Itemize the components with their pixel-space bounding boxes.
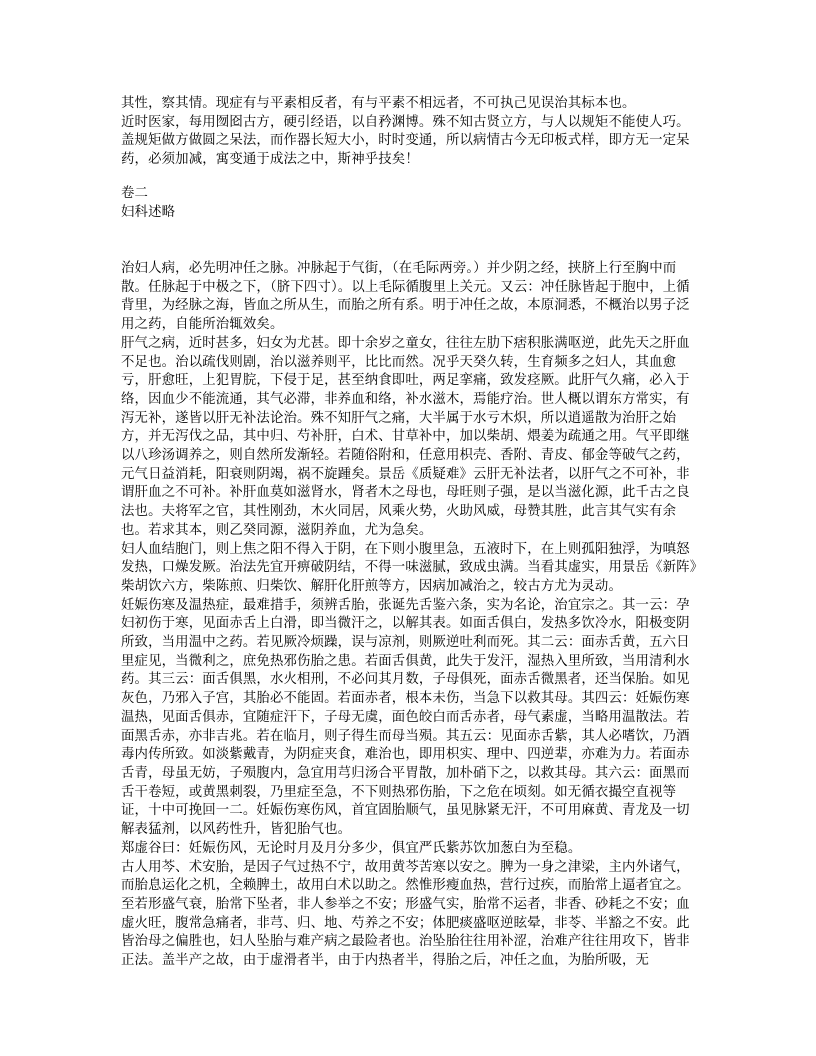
body-paragraph: 肝气之病，近时甚多，妇女为尤甚。即十余岁之童女，往往左肋下痞积胀满呕逆，此先天之肝血不足也。治以疏伐则剧，治以滋养则平，比比而然。况乎天癸久转，生育频多之妇人，其血愈亏，肝愈旺，上犯胃脘，下侵于足，甚至纳食即吐，两足挛痛，致发痉厥。此肝气久痛，必入于络，因血少不能流通，其气必滞，非养血和络，补水滋木，焉能疗治。世人概以谓东方常实，有泻无补，遂皆以肝无补法论治。殊不知肝气之痛，大半属于水亏木炽，所以逍遥散为治肝之始方，并无泻伐之品，其中归、芍补肝，白术、甘草补中，加以柴胡、煨姜为疏通之用。气平即继以八珍汤调养之，则自然所发渐轻。若随俗附和，任意用枳壳、香附、青皮、郁金等破气之药，元气日益消耗，阳衰则阴竭，祸不旋踵矣。景岳《质疑难》云肝无补法者，以肝气之不可补，非谓肝血之不可补。补肝血莫如滋肾水，肾者木之母也，母旺则子强，是以当滋化源，此千古之良法也。夫将军之官，其性刚劲，木火同居，风乘火势，火助风威，母赞其胜，此言其气实有余也。若求其本，则乙癸同源，滋阴养血，尤为急矣。 xyxy=(121,335,690,538)
body-paragraph: 治妇人病，必先明冲任之脉。冲脉起于气街，（在毛际两旁。）并少阴之经，挟脐上行至胸中而散。任脉起于中极之下，（脐下四寸）。以上毛际循腹里上关元。又云：冲任脉皆起于胞中，上循背里，为经脉之海，皆血之所从生，而胎之所有系。明于冲任之故，本原洞悉，不概治以男子泛用之药，自能所治辄效矣。 xyxy=(121,261,690,333)
intro-paragraph: 其性，察其情。现症有与平素相反者，有与平素不相远者，不可执己见误治其标本也。 xyxy=(121,96,636,111)
body-paragraph: 古人用芩、术安胎，是因子气过热不宁，故用黄芩苦寒以安之。脾为一身之津梁，主内外诸气，而胎息运化之机，全赖脾土，故用白术以助之。然惟形瘦血热，营行过疾，而胎常上逼者宜之。至若形盛气衰，胎常下坠者，非人参举之不安；形盛气实，胎常不运者，非香、砂耗之不安；血虚火旺，腹常急痛者，非芎、归、地、芍养之不安；体肥痰盛呕逆眩晕，非苓、半豁之不安。此皆治母之偏胜也，妇人坠胎与难产病之最险者也。治坠胎往往用补涩，治难产往往用攻下，皆非正法。盖半产之故，由于虚滑者半，由于内热者半，得胎之后，冲任之血，为胎所吸，无 xyxy=(121,859,690,969)
body-paragraph: 妊娠伤寒及温热症，最难措手，须辨舌胎，张诞先舌鉴六条，实为名论，治宜宗之。其一云：孕妇初伤于寒，见面赤舌上白滑，即当微汗之，以解其表。如面舌俱白，发热多饮冷水，阳极变阴所致，当用温中之药。若见厥冷烦躁，误与凉剂，则厥逆吐利而死。其二云：面赤舌黄，五六日里症见，当微利之，庶免热邪伤胎之患。若面舌俱黄，此失于发汗，湿热入里所致，当用清利水药。其三云：面舌俱黑，水火相刑，不必问其月数，子母俱死，面赤舌微黑者，还当保胎。如见灰色，乃邪入子宫，其胎必不能固。若面赤者，根本未伤，当急下以救其母。其四云：妊娠伤寒温热，见面舌俱赤，宜随症汗下，子母无虞，面色皎白而舌赤者，母气素虚，当略用温散法。若面黑舌赤，亦非吉兆。若在临月，则子得生而母当殒。其五云：见面赤舌紫，其人必嗜饮，乃酒毒内传所致。如淡紫戴青，为阴症夹食，难治也，即用枳实、理中、四逆辈，亦难为力。若面赤舌青，母虽无妨，子殒腹内，急宜用芎归汤合平胃散，加朴硝下之，以救其母。其六云：面黑而舌干卷短，或黄黑刺裂，乃里症至急，不下则热邪伤胎，下之危在顷刻。如无循衣撮空直视等证，十中可挽回一二。妊娠伤寒伤风，首宜固胎顺气，虽见脉紧无汗，不可用麻黄、青龙及一切解表猛剂，以风药性升，皆犯胎气也。 xyxy=(121,597,690,838)
body-text xyxy=(121,260,701,971)
volume-label: 卷二 xyxy=(121,186,149,201)
intro-text xyxy=(121,95,701,170)
section-title: 妇科述略 xyxy=(121,204,176,220)
section-heading xyxy=(121,185,701,222)
body-paragraph: 妇人血结胞门，则上焦之阳不得入于阴，在下则小腹里急，五液时下，在上则孤阳独浮，为嗔怒发热，口燥发厥。治法先宜开痹破阴结，不得一味滋腻，致成虫满。当看其虚实，用景岳《新阵》柴胡饮六方，柴陈煎、归柴饮、解肝化肝煎等方，因病加减治之，较古方尤为灵动。 xyxy=(121,541,697,594)
body-paragraph: 郑虚谷曰：妊娠伤风，无论时月及月分多少，俱宜严氏紫苏饮加葱白为至稳。 xyxy=(121,840,582,856)
intro-paragraph: 近时医家，每用囫囵古方，硬引经语，以自矜渊博。殊不知古贤立方，与人以规矩不能使人巧。盖规矩做方做圆之呆法，而作器长短大小，时时变通，所以病情古今无印板式样，即方无一定呆药，必须加减，寓变通于成法之中，斯神乎技矣！ xyxy=(121,114,690,168)
